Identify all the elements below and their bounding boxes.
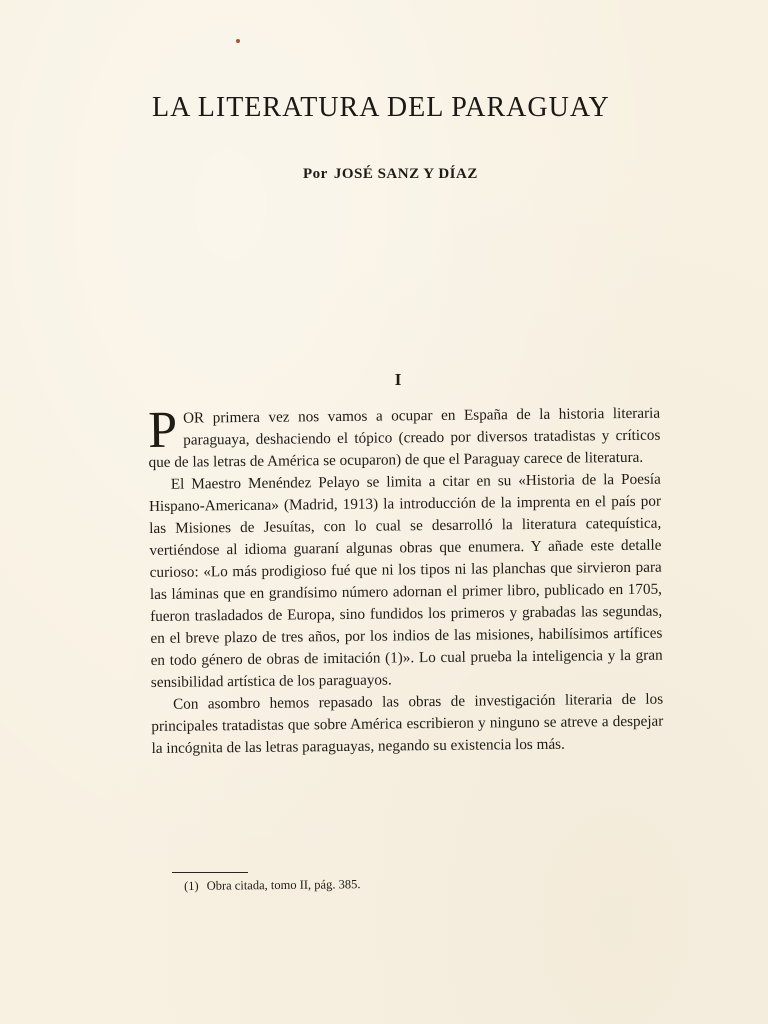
paragraph-text: OR primera vez nos vamos a ocupar en España de la historia literaria paraguaya, deshaciendo el tópico (creado por diversos tratadistas y críticos que de las letras de América se ocuparon) de que el Paraguay carece de literatura. xyxy=(148,404,661,471)
body-text xyxy=(148,403,664,760)
article-title: LA LITERATURA DEL PARAGUAY xyxy=(152,92,610,123)
paragraph xyxy=(148,403,661,474)
section-number: I xyxy=(394,370,402,389)
byline-prefix: Por xyxy=(303,166,328,182)
ink-speck xyxy=(236,39,240,43)
byline xyxy=(303,166,478,183)
paragraph xyxy=(149,469,663,694)
footnote-divider xyxy=(172,872,248,873)
drop-cap: P xyxy=(147,401,178,459)
footnote-text: Obra citada, tomo II, pág. 385. xyxy=(206,877,361,893)
author-name: JOSÉ SANZ Y DÍAZ xyxy=(333,166,478,182)
footnote-mark: (1) xyxy=(184,878,199,893)
paragraph-text: El Maestro Menéndez Pelayo se limita a citar en su «Historia de la Poesía Hispano-Americana» (Madrid, 1913) la introducción de la imprenta en el país por las Misiones de Jesuítas, con lo cual se desarrolló la literatura catequística, vertiéndose al idioma guaraní algunas obras que enumera. Y añade este detalle curioso: «Lo más prodigioso fué que ni los tipos ni las planchas que sirvieron para las láminas que en grandísimo número adornan el primer libro, publicado en 1705, fueron trasladados de Europa, sino fundidos los primeros y grabadas las segundas, en el breve plazo de tres años, por los indios de las misiones, habilísimos artífices en todo género de obras de imitación (1)». Lo cual prueba la inteligencia y la gran sensibilidad artística de los paraguayos. xyxy=(148,470,663,691)
paragraph-text: Con asombro hemos repasado las obras de investigación literaria de los principales tratadistas que sobre América escribieron y ninguno se atreve a despejar la incógnita de las letras paraguayas, negando su existencia los más. xyxy=(151,690,664,757)
paragraph xyxy=(151,689,664,760)
footnote xyxy=(184,877,361,894)
